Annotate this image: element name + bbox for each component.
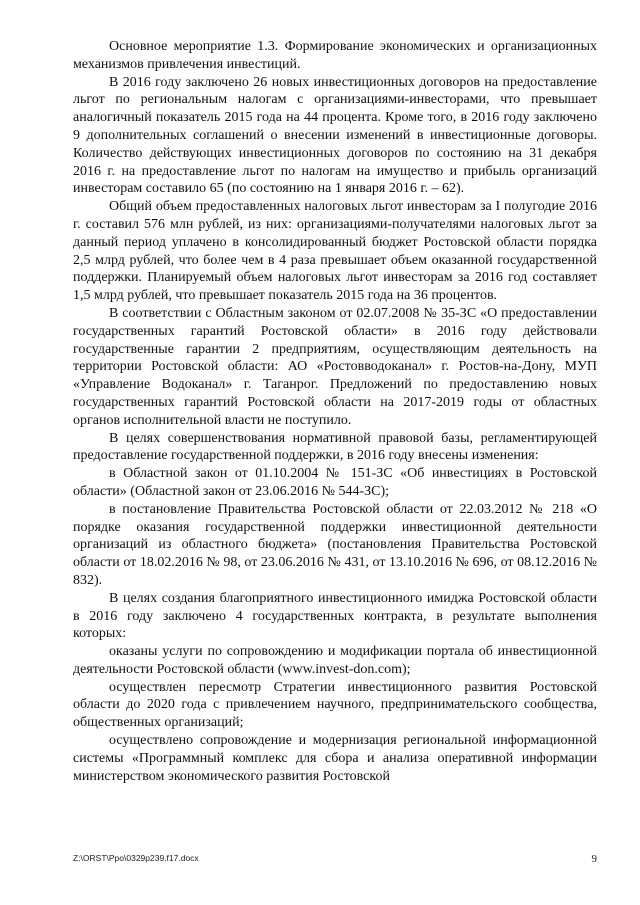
paragraph-government-resolution: в постановление Правительства Ростовской области от 22.03.2012 № 218 «О порядке оказания государственной поддержки инвестиционной деятельности организаций из областного бюджета» (постановления Правительства Ростовской области от 18.02.2016 № 98, от 23.06.2016 № 431, от 13.10.2016 № 696, от 08.12.2016 № 832). <box>73 501 597 588</box>
paragraph-tax-benefits: Общий объем предоставленных налоговых льгот инвесторам за I полугодие 2016 г. составил 576 млн рублей, из них: организациями-получателями налоговых льгот за данный период уплачено в консолидированный бюджет Ростовской области порядка 2,5 млрд рублей, что более чем в 4 раза превышает объем оказанной государственной поддержки. Планируемый объем налоговых льгот инвесторам за 2016 год составляет 1,5 млрд рублей, что превышает показатель 2015 года на 36 процентов. <box>73 199 597 304</box>
paragraph-regional-law: в Областной закон от 01.10.2004 № 151-ЗС «Об инвестициях в Ростовской области» (Областной закон от 23.06.2016 № 544-ЗС); <box>73 466 597 499</box>
paragraph-portal-services: оказаны услуги по сопровождению и модификации портала об инвестиционной деятельности Ростовской области (www.invest-don.com); <box>73 644 597 677</box>
paragraph-investment-image: В целях создания благоприятного инвестиционного имиджа Ростовской области в 2016 году заключено 4 государственных контракта, в результате выполнения которых: <box>73 590 597 642</box>
paragraph-information-system: осуществлено сопровождение и модернизация региональной информационной системы «Программный комплекс для сбора и анализа оперативной информации министерством экономического развития Ростовской <box>73 733 597 784</box>
page-number: 9 <box>591 853 597 865</box>
paragraph-state-guarantees: В соответствии с Областным законом от 02.07.2008 № 35-ЗС «О предоставлении государственных гарантий Ростовской области» в 2016 году действовали государственные гарантии 2 предприятиям, осуществляющим деятельность на территории Ростовской области: АО «Ростовводоканал» г. Ростов-на-Дону, МУП «Управление Водоканал» г. Таганрог. Предложений по предоставлению новых государственных гарантий Ростовской области на 2017-2019 годы от областных органов исполнительной власти не поступило. <box>73 305 597 428</box>
page-footer <box>73 853 597 869</box>
footer-file-path: Z:\ORST\Ppo\0329p239.f17.docx <box>73 853 199 863</box>
paragraph-investment-agreements: В 2016 году заключено 26 новых инвестиционных договоров на предоставление льгот по региональным налогам с организациями-инвесторами, что превышает аналогичный показатель 2015 года на 44 процента. Кроме того, в 2016 году заключено 9 дополнительных соглашений о внесении изменений в инвестиционные договоры. Количество действующих инвестиционных договоров по состоянию на 31 декабря 2016 г. на предоставление льгот по налогам на имущество и прибыль организаций инвесторам составило 65 (по состоянию на 1 января 2016 г. – 62). <box>73 74 597 197</box>
paragraph-main-activity: Основное мероприятие 1.3. Формирование экономических и организационных механизмов привлечения инвестиций. <box>73 39 597 72</box>
paragraph-strategy-review: осуществлен пересмотр Стратегии инвестиционного развития Ростовской области до 2020 года с привлечением научного, предпринимательского сообщества, общественных организаций; <box>73 679 597 731</box>
paragraph-regulatory-changes: В целях совершенствования нормативной правовой базы, регламентирующей предоставление государственной поддержки, в 2016 году внесены изменения: <box>73 430 597 464</box>
document-body <box>73 38 597 785</box>
